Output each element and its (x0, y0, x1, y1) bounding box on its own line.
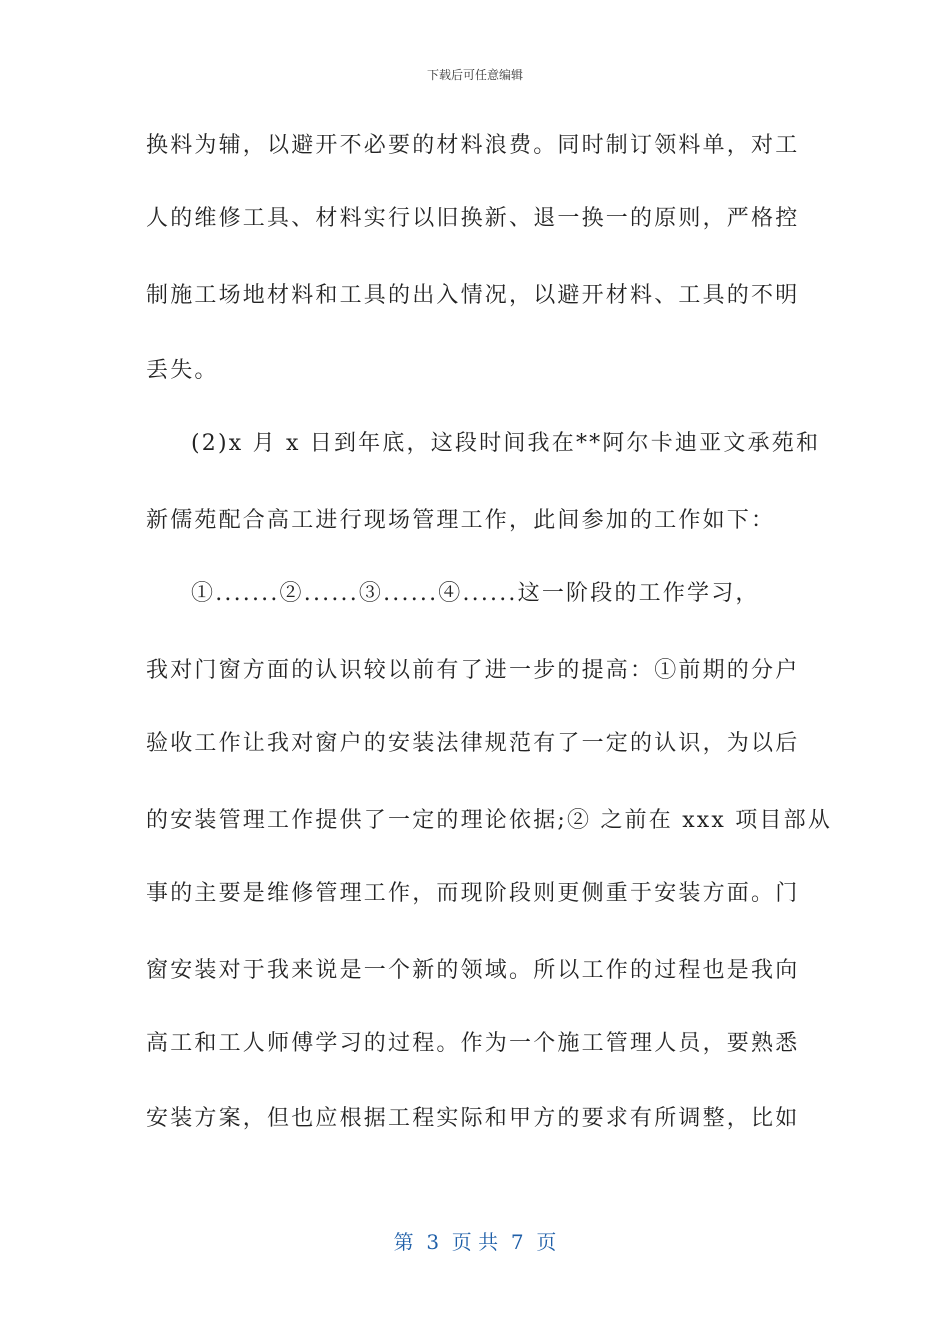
text-line: 高工和工人师傅学习的过程。作为一个施工管理人员，要熟悉 (146, 1031, 800, 1056)
text-line: 验收工作让我对窗户的安装法律规范有了一定的认识，为以后 (146, 731, 800, 756)
text-line: 事的主要是维修管理工作，而现阶段则更侧重于安装方面。门 (146, 881, 800, 906)
text-line: 的安装管理工作提供了一定的理论依据;② 之前在 xxx 项目部从 (146, 808, 833, 833)
page-number-footer: 第 3 页 共 7 页 (393, 1230, 557, 1254)
text-line: 我对门窗方面的认识较以前有了进一步的提高：①前期的分户 (146, 658, 800, 683)
text-line: 人的维修工具、材料实行以旧换新、退一换一的原则，严格控 (146, 206, 800, 231)
text-line: 安装方案，但也应根据工程实际和甲方的要求有所调整，比如 (146, 1106, 800, 1131)
text-line: 丢失。 (146, 358, 219, 383)
text-line: 换料为辅，以避开不必要的材料浪费。同时制订领料单，对工 (146, 133, 800, 158)
text-line: (2)x 月 x 日到年底，这段时间我在**阿尔卡迪亚文承苑和 (191, 431, 821, 456)
text-line: ①.......②......③......④......这一阶段的工作学习， (191, 581, 760, 606)
text-line: 窗安装对于我来说是一个新的领域。所以工作的过程也是我向 (146, 958, 800, 983)
header-note: 下载后可任意编辑 (426, 68, 523, 82)
text-line: 制施工场地材料和工具的出入情况，以避开材料、工具的不明 (146, 283, 800, 308)
text-line: 新儒苑配合高工进行现场管理工作，此间参加的工作如下： (146, 508, 776, 533)
